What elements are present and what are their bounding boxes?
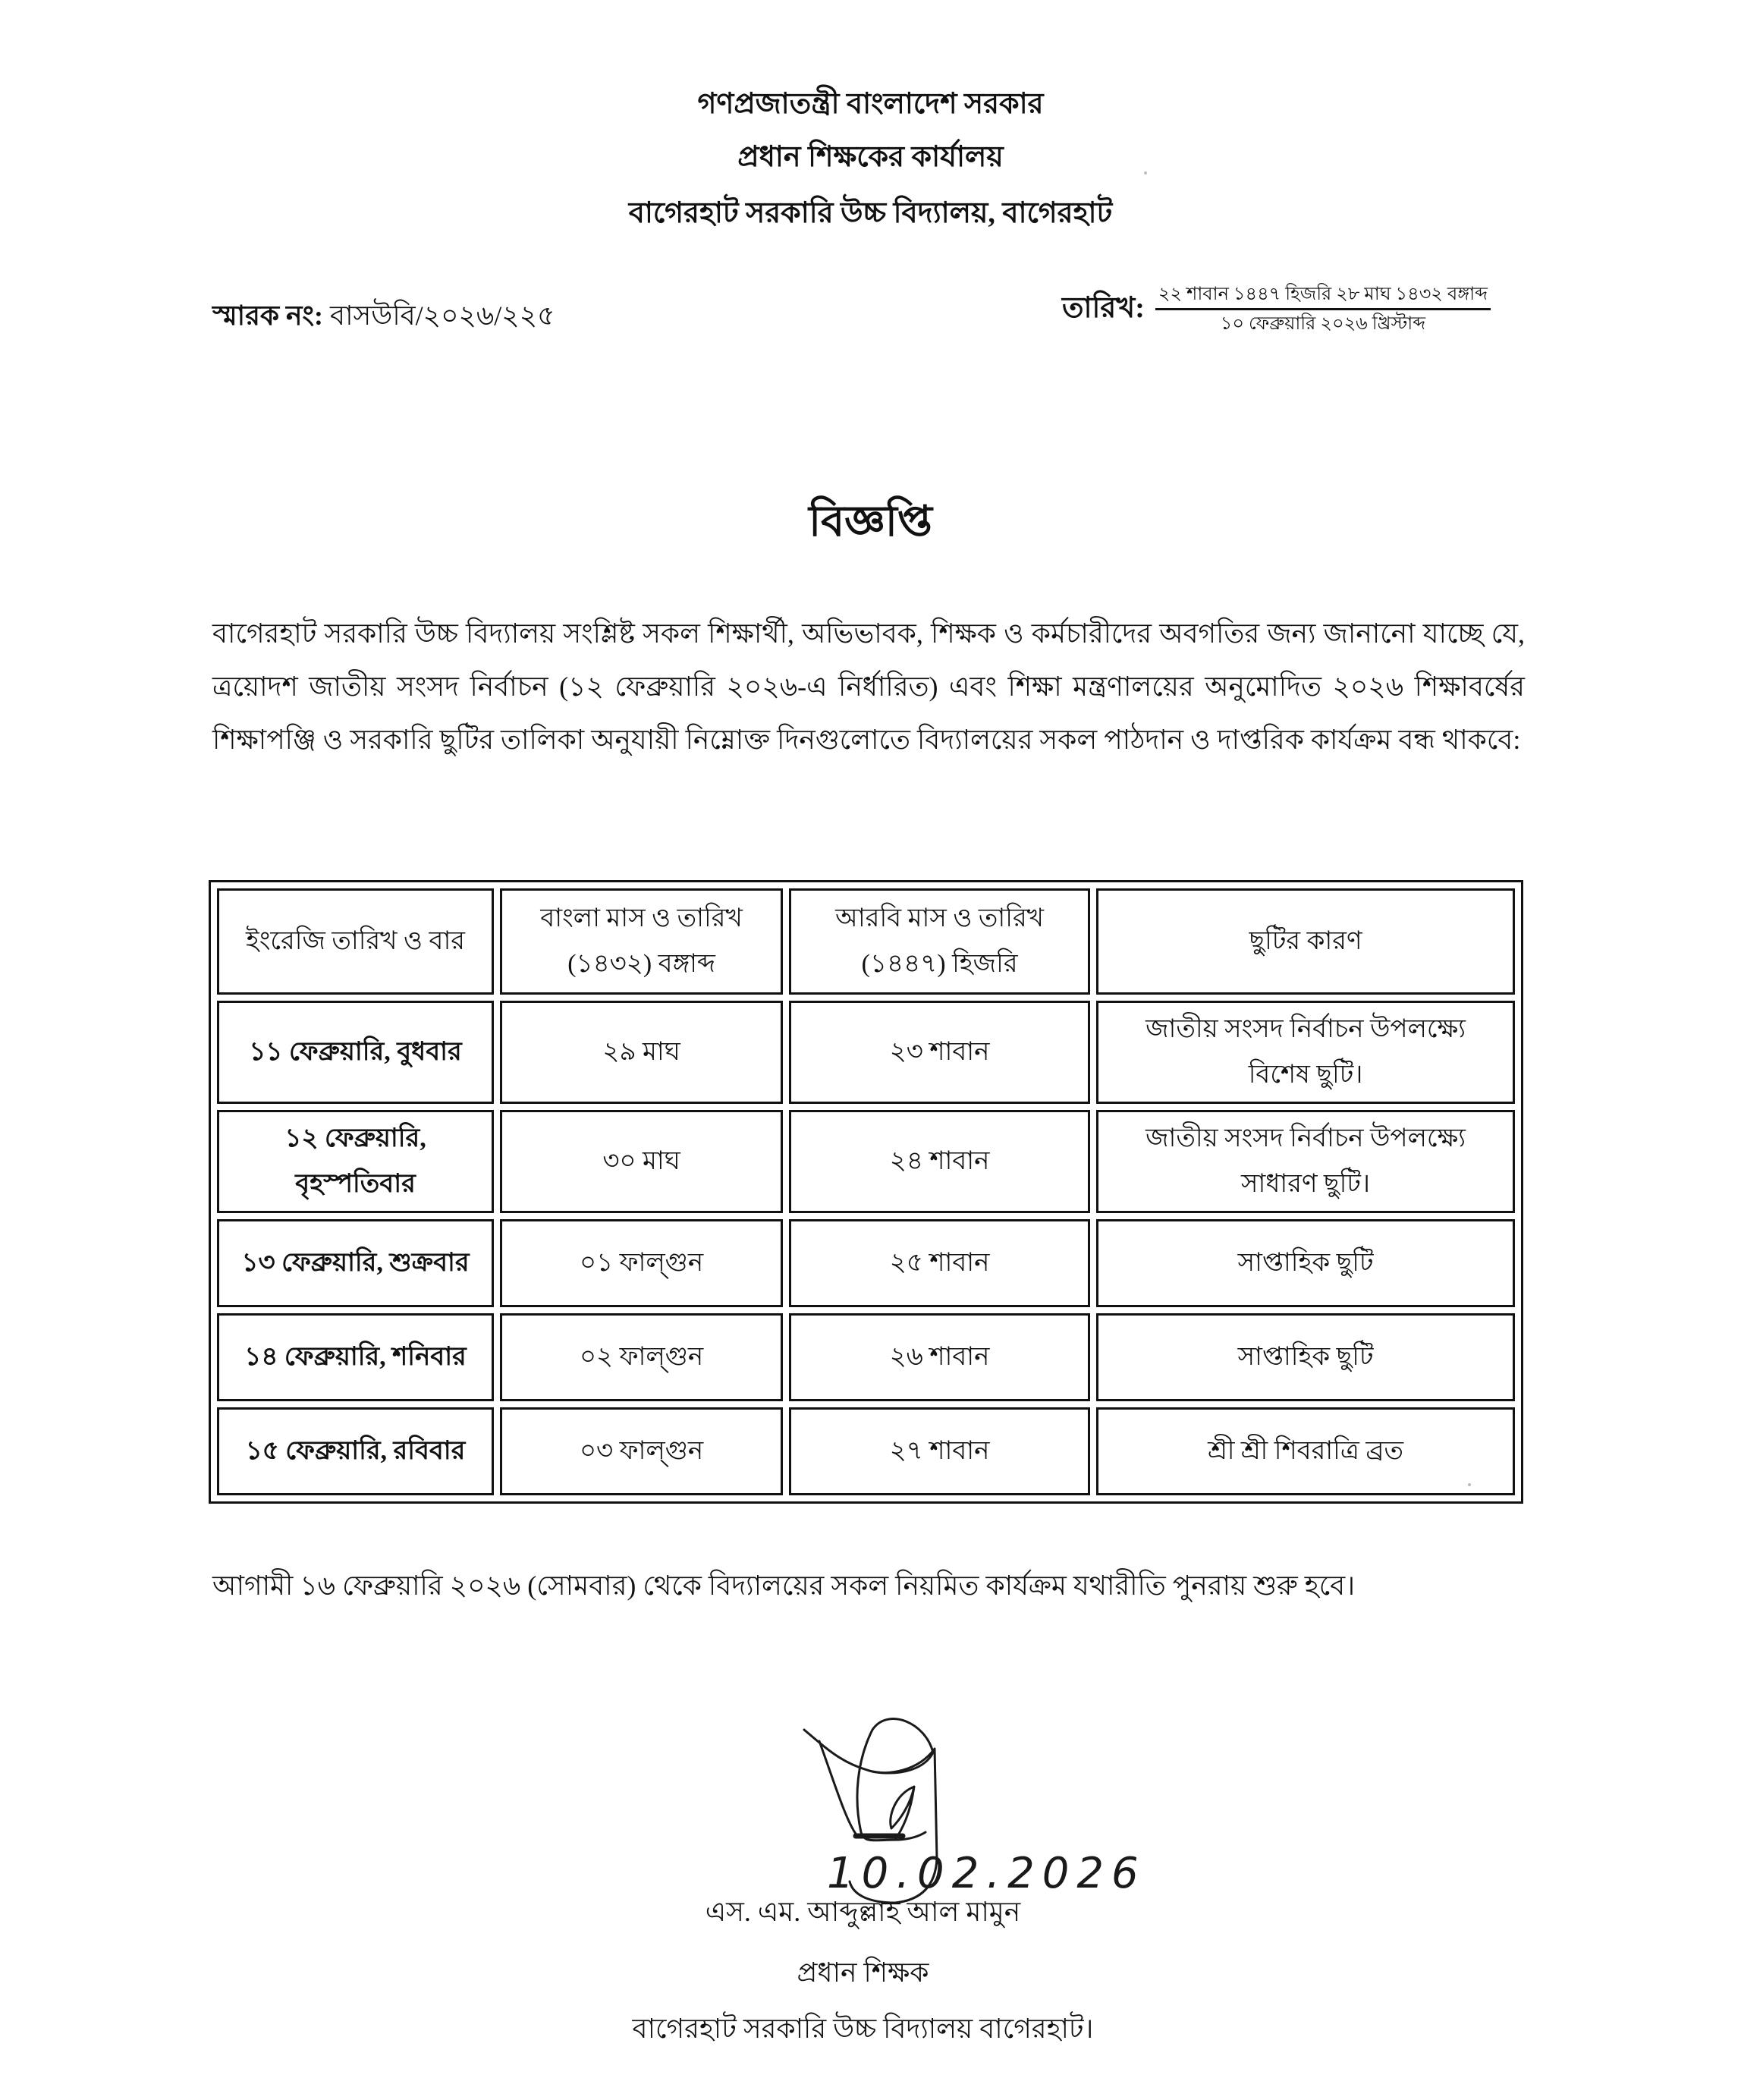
header-english-date-text: ইংরেজি তারিখ ও বার bbox=[246, 927, 466, 955]
cell-reason-line2: বিশেষ ছুটি। bbox=[1248, 1061, 1363, 1089]
header-bangla-date bbox=[500, 888, 783, 995]
signatory-name: এস. এম. আব্দুল্লাহ আল মামুন bbox=[705, 1897, 1021, 1927]
header-arabic-date bbox=[789, 888, 1090, 995]
header-bangla-date-line1: বাংলা মাস ও তারিখ bbox=[540, 904, 743, 932]
cell-reason: সাপ্তাহিক ছুটি bbox=[1096, 1219, 1515, 1307]
cell-arabic-date: ২৩ শাবান bbox=[789, 1001, 1090, 1104]
cell-reason bbox=[1096, 1001, 1515, 1104]
holiday-table bbox=[209, 880, 1523, 1504]
cell-reason bbox=[1096, 1110, 1515, 1213]
cell-arabic-date: ২৭ শাবান bbox=[789, 1407, 1090, 1495]
date-block bbox=[1062, 282, 1491, 336]
signature-image bbox=[721, 1707, 1176, 1912]
notice-closing-paragraph: আগামী ১৬ ফেব্রুয়ারি ২০২৬ (সোমবার) থেকে বিদ্যালয়ের সকল নিয়মিত কার্যক্রম যথারীতি পুনরায় শুরু হবে। bbox=[212, 1570, 1356, 1601]
table-row bbox=[217, 1001, 1515, 1104]
table-row bbox=[217, 1313, 1515, 1401]
signatory-designation: প্রধান শিক্ষক bbox=[797, 1957, 929, 1988]
cell-arabic-date: ২৪ শাবান bbox=[789, 1110, 1090, 1213]
header-reason bbox=[1096, 888, 1515, 995]
cell-english-date: ১৪ ফেব্রুয়ারি, শনিবার bbox=[217, 1313, 494, 1401]
cell-bangla-date: ০২ ফাল্গুন bbox=[500, 1313, 783, 1401]
cell-bangla-date: ০১ ফাল্গুন bbox=[500, 1219, 783, 1307]
cell-bangla-date: ২৯ মাঘ bbox=[500, 1001, 783, 1104]
cell-english-date: ১৩ ফেব্রুয়ারি, শুক্রবার bbox=[217, 1219, 494, 1307]
cell-reason-line1: জাতীয় সংসদ নির্বাচন উপলক্ষ্যে bbox=[1145, 1015, 1466, 1043]
signature-stroke bbox=[891, 1787, 914, 1840]
scan-speck bbox=[1468, 1483, 1471, 1486]
header-arabic-date-line1: আরবি মাস ও তারিখ bbox=[835, 904, 1045, 932]
date-hijri-bangla: ২২ শাবান ১৪৪৭ হিজরি ২৮ মাঘ ১৪৩২ বঙ্গাব্দ bbox=[1155, 282, 1491, 310]
cell-english-date: ১৫ ফেব্রুয়ারি, রবিবার bbox=[217, 1407, 494, 1495]
header-reason-text: ছুটির কারণ bbox=[1249, 927, 1362, 955]
letterhead-government: গণপ্রজাতন্ত্রী বাংলাদেশ সরকার bbox=[697, 88, 1044, 120]
signature-stroke bbox=[804, 1719, 933, 1841]
header-arabic-date-line2: (১৪৪৭) হিজরি bbox=[861, 950, 1018, 978]
memo-value: বাসউবি/২০২৬/২২৫ bbox=[330, 300, 555, 331]
cell-reason: সাপ্তাহিক ছুটি bbox=[1096, 1313, 1515, 1401]
cell-reason: শ্রী শ্রী শিবরাত্রি ব্রত bbox=[1096, 1407, 1515, 1495]
cell-reason-line1: জাতীয় সংসদ নির্বাচন উপলক্ষ্যে bbox=[1145, 1124, 1466, 1152]
signature-stroke bbox=[819, 1741, 857, 1836]
cell-english-date: ১২ ফেব্রুয়ারি, বৃহস্পতিবার bbox=[217, 1110, 494, 1213]
header-bangla-date-line2: (১৪৩২) বঙ্গাব্দ bbox=[567, 950, 715, 978]
notice-title: বিজ্ঞপ্তি bbox=[809, 498, 932, 545]
cell-bangla-date: ৩০ মাঘ bbox=[500, 1110, 783, 1213]
cell-arabic-date: ২৬ শাবান bbox=[789, 1313, 1090, 1401]
memo-label: স্মারক নং: bbox=[212, 300, 324, 331]
memo-number bbox=[212, 297, 555, 334]
table-row bbox=[217, 1219, 1515, 1307]
cell-arabic-date: ২৫ শাবান bbox=[789, 1219, 1090, 1307]
letterhead-office: প্রধান শিক্ষকের কার্যালয় bbox=[737, 141, 1004, 173]
cell-reason-line2: সাধারণ ছুটি। bbox=[1241, 1170, 1371, 1198]
date-fraction bbox=[1155, 282, 1491, 336]
header-english-date bbox=[217, 888, 494, 995]
date-label: তারিখ: bbox=[1061, 291, 1145, 324]
table-row bbox=[217, 1110, 1515, 1213]
table-header-row bbox=[217, 888, 1515, 995]
letterhead-school: বাগেরহাট সরকারি উচ্চ বিদ্যালয়, বাগেরহাট bbox=[628, 197, 1113, 229]
date-gregorian: ১০ ফেব্রুয়ারি ২০২৬ খ্রিস্টাব্দ bbox=[1220, 314, 1426, 334]
scan-speck bbox=[1144, 171, 1147, 174]
signature-handwritten-date: 10.02.2026 bbox=[827, 1849, 1146, 1898]
notice-intro-paragraph: বাগেরহাট সরকারি উচ্চ বিদ্যালয় সংশ্লিষ্ট সকল শিক্ষার্থী, অভিভাবক, শিক্ষক ও কর্মচারীদের অবগতির জন্য জানানো যাচ্ছে যে, ত্রয়োদশ জাতীয় সংসদ নির্বাচন (১২ ফেব্রুয়ারি ২০২৬-এ নির্ধারিত) এবং শিক্ষা মন্ত্রণালয়ের অনুমোদিত ২০২৬ শিক্ষাবর্ষের শিক্ষাপঞ্জি ও সরকারি ছুটির তালিকা অনুযায়ী নিম্নোক্ত দিনগুলোতে বিদ্যালয়ের সকল পাঠদান ও দাপ্তরিক কার্যক্রম বন্ধ থাকবে: bbox=[212, 618, 1525, 755]
cell-bangla-date: ০৩ ফাল্গুন bbox=[500, 1407, 783, 1495]
cell-english-date: ১১ ফেব্রুয়ারি, বুধবার bbox=[217, 1001, 494, 1104]
signatory-institution: বাগেরহাট সরকারি উচ্চ বিদ্যালয় বাগেরহাট। bbox=[632, 2014, 1094, 2044]
table-row bbox=[217, 1407, 1515, 1495]
